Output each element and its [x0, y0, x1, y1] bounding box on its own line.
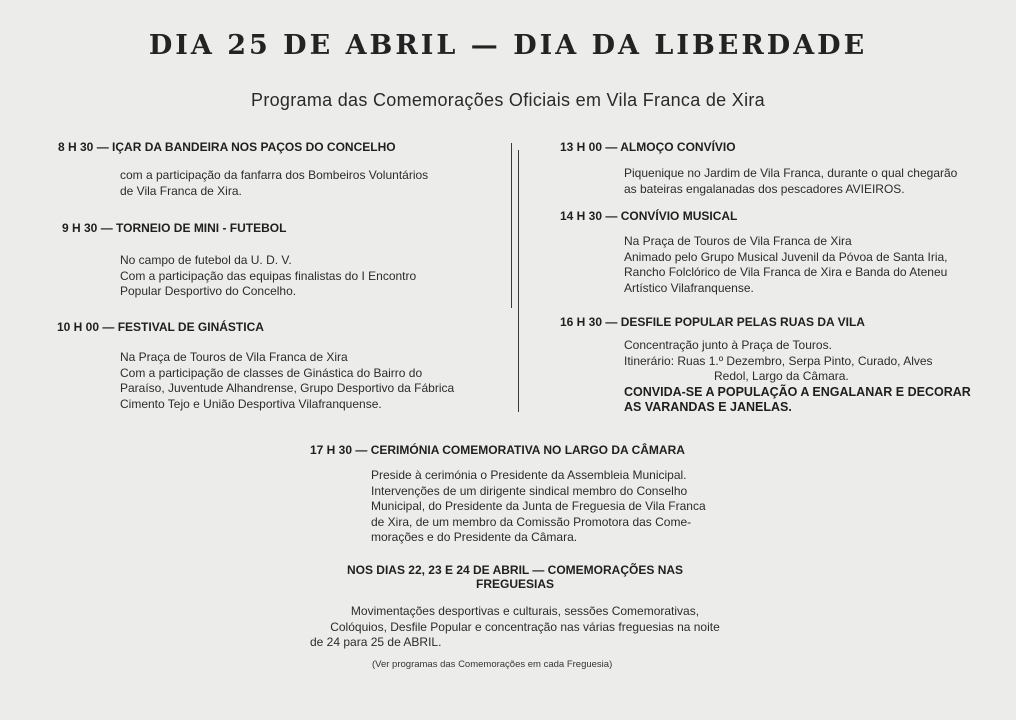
event-body: [120, 350, 454, 412]
parishes-heading-line: NOS DIAS 22, 23 E 24 DE ABRIL — COMEMORAÇÕES NAS: [346, 563, 684, 577]
event-line: Na Praça de Touros de Vila Franca de Xira: [120, 350, 348, 364]
event-line: Com a participação das equipas finalistas do I Encontro: [120, 268, 417, 283]
event-emphasis: CONVIDA-SE A POPULAÇÃO A ENGALANAR E DECORAR: [624, 384, 971, 399]
event-line: Municipal, do Presidente da Junta de Freguesia de Vila Franca: [371, 499, 706, 513]
parishes-line: Movimentações desportivas e culturais, sessões Comemorativas,: [350, 604, 700, 618]
poster-subtitle: Programa das Comemorações Oficiais em Vila Franca de Xira: [251, 90, 765, 110]
column-divider: [518, 150, 519, 412]
parishes-heading: [300, 563, 730, 591]
event-0930: [62, 221, 286, 235]
event-line: Concentração junto à Praça de Touros.: [624, 338, 832, 352]
event-heading: 17 H 30 — CERIMÓNIA COMEMORATIVA NO LARGO DA CÂMARA: [310, 443, 685, 457]
parishes-body: [290, 604, 760, 651]
event-line: Popular Desportivo do Concelho.: [120, 284, 297, 298]
event-line: Na Praça de Touros de Vila Franca de Xira: [624, 234, 852, 248]
event-1630: [560, 315, 865, 329]
event-heading: 8 H 30 — IÇAR DA BANDEIRA NOS PAÇOS DO CONCELHO: [58, 140, 396, 154]
event-heading: 16 H 30 — DESFILE POPULAR PELAS RUAS DA VILA: [560, 315, 865, 329]
event-1430: [560, 209, 737, 223]
event-1300: [560, 140, 736, 154]
event-line: as bateiras engalanadas dos pescadores AVIEIROS.: [624, 181, 905, 196]
event-body: [624, 234, 948, 296]
event-line: Animado pelo Grupo Musical Juvenil da Póvoa de Santa Iria,: [624, 249, 948, 264]
event-line: Redol, Largo da Câmara.: [714, 369, 849, 383]
event-line: Com a participação de classes de Ginástica do Bairro do: [120, 365, 423, 380]
parishes-line: de 24 para 25 de ABRIL.: [310, 635, 442, 649]
event-body: [120, 168, 428, 199]
event-line: No campo de futebol da U. D. V.: [120, 253, 292, 267]
event-body: [624, 166, 957, 197]
event-line: com a participação da fanfarra dos Bombeiros Voluntários: [120, 168, 429, 182]
event-line: de Xira, de um membro da Comissão Promotora das Come-: [371, 514, 692, 529]
event-line: Cimento Tejo e União Desportiva Vilafranquense.: [120, 396, 382, 411]
event-line: de Vila Franca de Xira.: [120, 183, 242, 198]
event-heading: 9 H 30 — TORNEIO DE MINI - FUTEBOL: [62, 221, 287, 235]
event-line: Rancho Folclórico de Vila Franca de Xira e Banda do Ateneu: [624, 265, 948, 279]
event-line: Intervenções de um dirigente sindical membro do Conselho: [371, 483, 688, 498]
event-heading: 10 H 00 — FESTIVAL DE GINÁSTICA: [57, 320, 264, 334]
parishes-note: (Ver programas das Comemorações em cada Freguesia): [372, 659, 613, 670]
event-1000: [57, 320, 264, 334]
event-1730: [310, 443, 685, 457]
event-body: [120, 253, 416, 300]
parishes-line: Colóquios, Desfile Popular e concentração nas várias freguesias na noite: [330, 619, 720, 634]
event-body: [624, 338, 971, 416]
event-0830: [58, 140, 396, 154]
event-heading: 14 H 30 — CONVÍVIO MUSICAL: [560, 209, 738, 223]
event-line: Itinerário: Ruas 1.º Dezembro, Serpa Pinto, Curado, Alves: [624, 353, 933, 368]
event-line: Piquenique no Jardim de Vila Franca, durante o qual chegarão: [624, 166, 958, 180]
event-body: [371, 468, 706, 546]
poster-title: DIA 25 DE ABRIL — DIA DA LIBERDADE: [148, 30, 868, 61]
parishes-heading-line: FREGUESIAS: [475, 577, 554, 591]
event-emphasis: AS VARANDAS E JANELAS.: [624, 400, 792, 414]
event-line: Artístico Vilafranquense.: [624, 280, 754, 295]
column-divider: [511, 143, 512, 308]
event-line: Paraíso, Juventude Alhandrense, Grupo Desportivo da Fábrica: [120, 381, 455, 395]
event-line: morações e do Presidente da Câmara.: [371, 530, 578, 544]
event-heading: 13 H 00 — ALMOÇO CONVÍVIO: [560, 140, 736, 154]
event-line: Preside à cerimónia o Presidente da Assembleia Municipal.: [371, 468, 687, 482]
